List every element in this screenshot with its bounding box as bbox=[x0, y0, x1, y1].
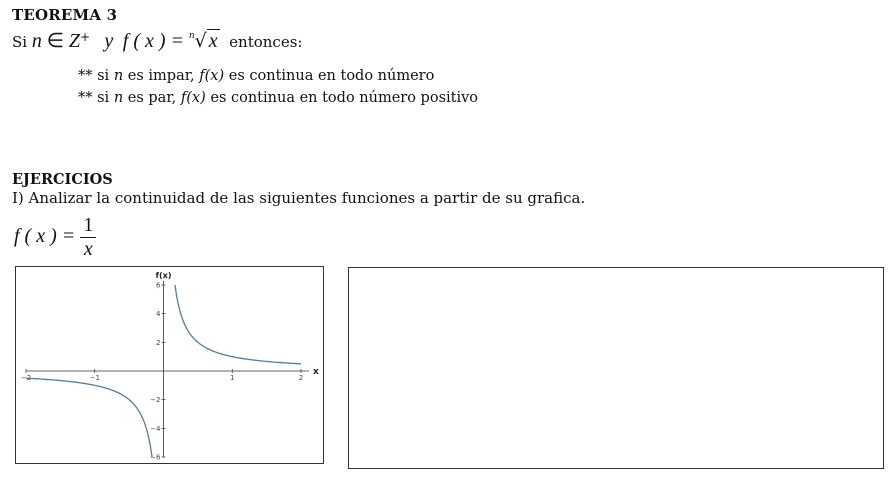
bullet1-prefix: ** si bbox=[78, 68, 110, 84]
bullet-odd bbox=[78, 68, 434, 84]
theorem-title: TEOREMA 3 bbox=[12, 6, 118, 24]
bullet2-mid: es par, bbox=[127, 90, 177, 106]
y-tick-label: 2 bbox=[156, 338, 161, 347]
y-tick-label: 6 bbox=[156, 281, 161, 290]
fraction bbox=[80, 214, 96, 261]
positive-branch-curve bbox=[175, 285, 301, 364]
y-tick-label: 4 bbox=[156, 310, 161, 319]
exercises-title: EJERCICIOS bbox=[12, 171, 113, 188]
bullet1-n: n bbox=[113, 68, 124, 84]
function-definition bbox=[14, 214, 96, 261]
z-symbol: Z bbox=[68, 30, 80, 52]
radical-icon: √ bbox=[194, 30, 207, 52]
fx-expression: f ( x ) = bbox=[122, 30, 185, 52]
bullet1-fx: f(x) bbox=[199, 68, 225, 84]
n-symbol: n bbox=[31, 30, 42, 52]
bullet2-end: es continua en todo número positivo bbox=[210, 90, 479, 106]
y-tick-label: −2 bbox=[150, 396, 161, 405]
element-of-symbol: ∈ bbox=[46, 30, 65, 52]
y-conjunction: y bbox=[104, 30, 114, 52]
answer-box[interactable] bbox=[348, 267, 884, 469]
graph-frame bbox=[15, 266, 324, 464]
bullet1-end: es continua en todo número bbox=[228, 68, 435, 84]
bullet-even bbox=[78, 90, 478, 106]
x-tick-label: 1 bbox=[230, 374, 235, 382]
x-axis-label: x bbox=[313, 367, 319, 377]
bullet1-mid: es impar, bbox=[127, 68, 195, 84]
si-text: Si bbox=[12, 33, 28, 51]
theorem-statement bbox=[12, 28, 302, 53]
fraction-numerator: 1 bbox=[80, 214, 96, 238]
entonces-text: entonces: bbox=[229, 33, 303, 51]
exercises-instruction: I) Analizar la continuidad de las siguientes funciones a partir de su grafica. bbox=[12, 189, 586, 207]
function-lhs: f ( x ) = bbox=[14, 225, 76, 247]
y-tick-label: −4 bbox=[150, 424, 161, 433]
x-tick-label: −2 bbox=[20, 374, 32, 382]
x-tick-label: −1 bbox=[89, 374, 100, 382]
fraction-denominator: x bbox=[83, 238, 93, 260]
negative-branch-curve bbox=[26, 378, 152, 457]
y-tick-label: −6 bbox=[150, 453, 161, 462]
bullet2-prefix: ** si bbox=[78, 90, 110, 106]
x-tick-label: 2 bbox=[298, 374, 304, 382]
root-index: n bbox=[188, 31, 195, 41]
bullet2-fx: f(x) bbox=[180, 90, 206, 106]
radicand: x bbox=[208, 30, 218, 52]
plus-superscript: + bbox=[79, 30, 91, 44]
bullet2-n: n bbox=[113, 90, 124, 106]
y-axis-label: f(x) bbox=[155, 271, 172, 280]
reciprocal-function-chart bbox=[16, 267, 323, 463]
